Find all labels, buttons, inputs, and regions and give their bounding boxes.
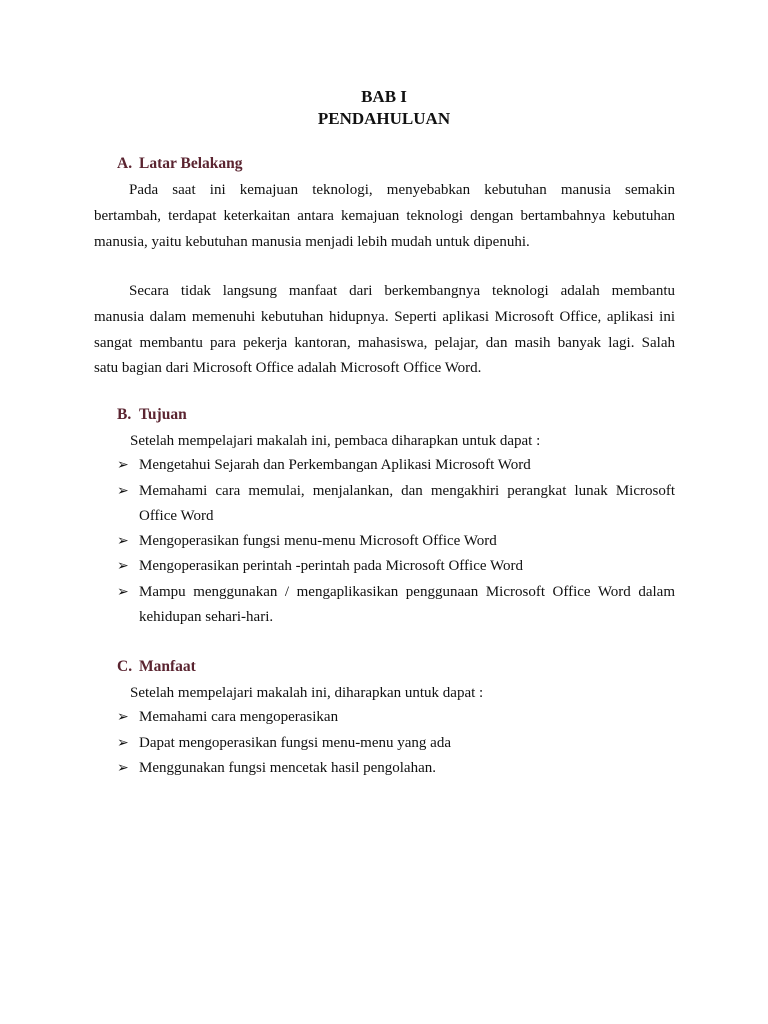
section-letter: A. [117, 155, 133, 172]
list-item [117, 705, 675, 730]
arrow-bullet-icon: ➢ [117, 559, 129, 574]
section-intro: Setelah mempelajari makalah ini, pembaca diharapkan untuk dapat : [130, 433, 541, 449]
arrow-bullet-icon: ➢ [117, 710, 129, 725]
section-letter: C. [117, 658, 133, 675]
section-letter: B. [117, 406, 132, 423]
list-item-text: Mengoperasikan perintah -perintah pada Microsoft Office Word [139, 558, 523, 574]
list-item [117, 756, 675, 781]
paragraph-line: satu bagian dari Microsoft Office adalah Microsoft Office Word. [94, 360, 482, 376]
paragraph-line: manusia, yaitu kebutuhan manusia menjadi lebih mudah untuk dipenuhi. [94, 234, 530, 250]
section-title: Latar Belakang [139, 155, 243, 172]
section-heading-tujuan [117, 405, 187, 425]
paragraph-line: Secara tidak langsung manfaat dari berkembangnya teknologi adalah membantu [129, 283, 675, 299]
list-item [117, 554, 675, 579]
paragraph-line: bertambah, terdapat keterkaitan antara kemajuan teknologi dengan bertambahnya kebutuhan [94, 208, 675, 224]
list-item [117, 580, 675, 630]
list-item-text: Mengoperasikan fungsi menu-menu Microsoft Office Word [139, 533, 497, 549]
arrow-bullet-icon: ➢ [117, 736, 129, 751]
list-item [117, 479, 675, 529]
list-item-text: Menggunakan fungsi mencetak hasil pengolahan. [139, 760, 436, 776]
section-title: Manfaat [139, 658, 196, 675]
arrow-bullet-icon: ➢ [117, 585, 129, 600]
section-title: Tujuan [139, 406, 187, 423]
arrow-bullet-icon: ➢ [117, 534, 129, 549]
paragraph-line: Pada saat ini kemajuan teknologi, menyebabkan kebutuhan manusia semakin [129, 182, 675, 198]
list-item-text: Mengetahui Sejarah dan Perkembangan Aplikasi Microsoft Word [139, 457, 531, 473]
list-item-text: Mampu menggunakan / mengaplikasikan penggunaan Microsoft Office Word dalam kehidupan sehari-hari. [139, 584, 675, 625]
chapter-label: BAB I [361, 87, 407, 106]
list-item-text: Memahami cara memulai, menjalankan, dan mengakhiri perangkat lunak Microsoft Office Word [139, 483, 675, 524]
section-intro: Setelah mempelajari makalah ini, diharapkan untuk dapat : [130, 685, 484, 701]
section-heading-manfaat [117, 657, 196, 677]
arrow-bullet-icon: ➢ [117, 761, 129, 776]
paragraph-line: sangat membantu para pekerja kantoran, mahasiswa, pelajar, dan masih banyak lagi. Salah [94, 335, 675, 351]
section-heading-latar-belakang [117, 154, 243, 174]
list-item [117, 453, 675, 478]
list-item [117, 529, 675, 554]
arrow-bullet-icon: ➢ [117, 458, 129, 473]
paragraph-line: manusia dalam memenuhi kebutuhan hidupnya. Seperti aplikasi Microsoft Office, aplikasi ini [94, 309, 675, 325]
arrow-bullet-icon: ➢ [117, 484, 129, 499]
list-item-text: Memahami cara mengoperasikan [139, 709, 339, 725]
chapter-title: PENDAHULUAN [317, 109, 451, 128]
list-item-text: Dapat mengoperasikan fungsi menu-menu yang ada [139, 735, 451, 751]
list-item [117, 731, 675, 756]
